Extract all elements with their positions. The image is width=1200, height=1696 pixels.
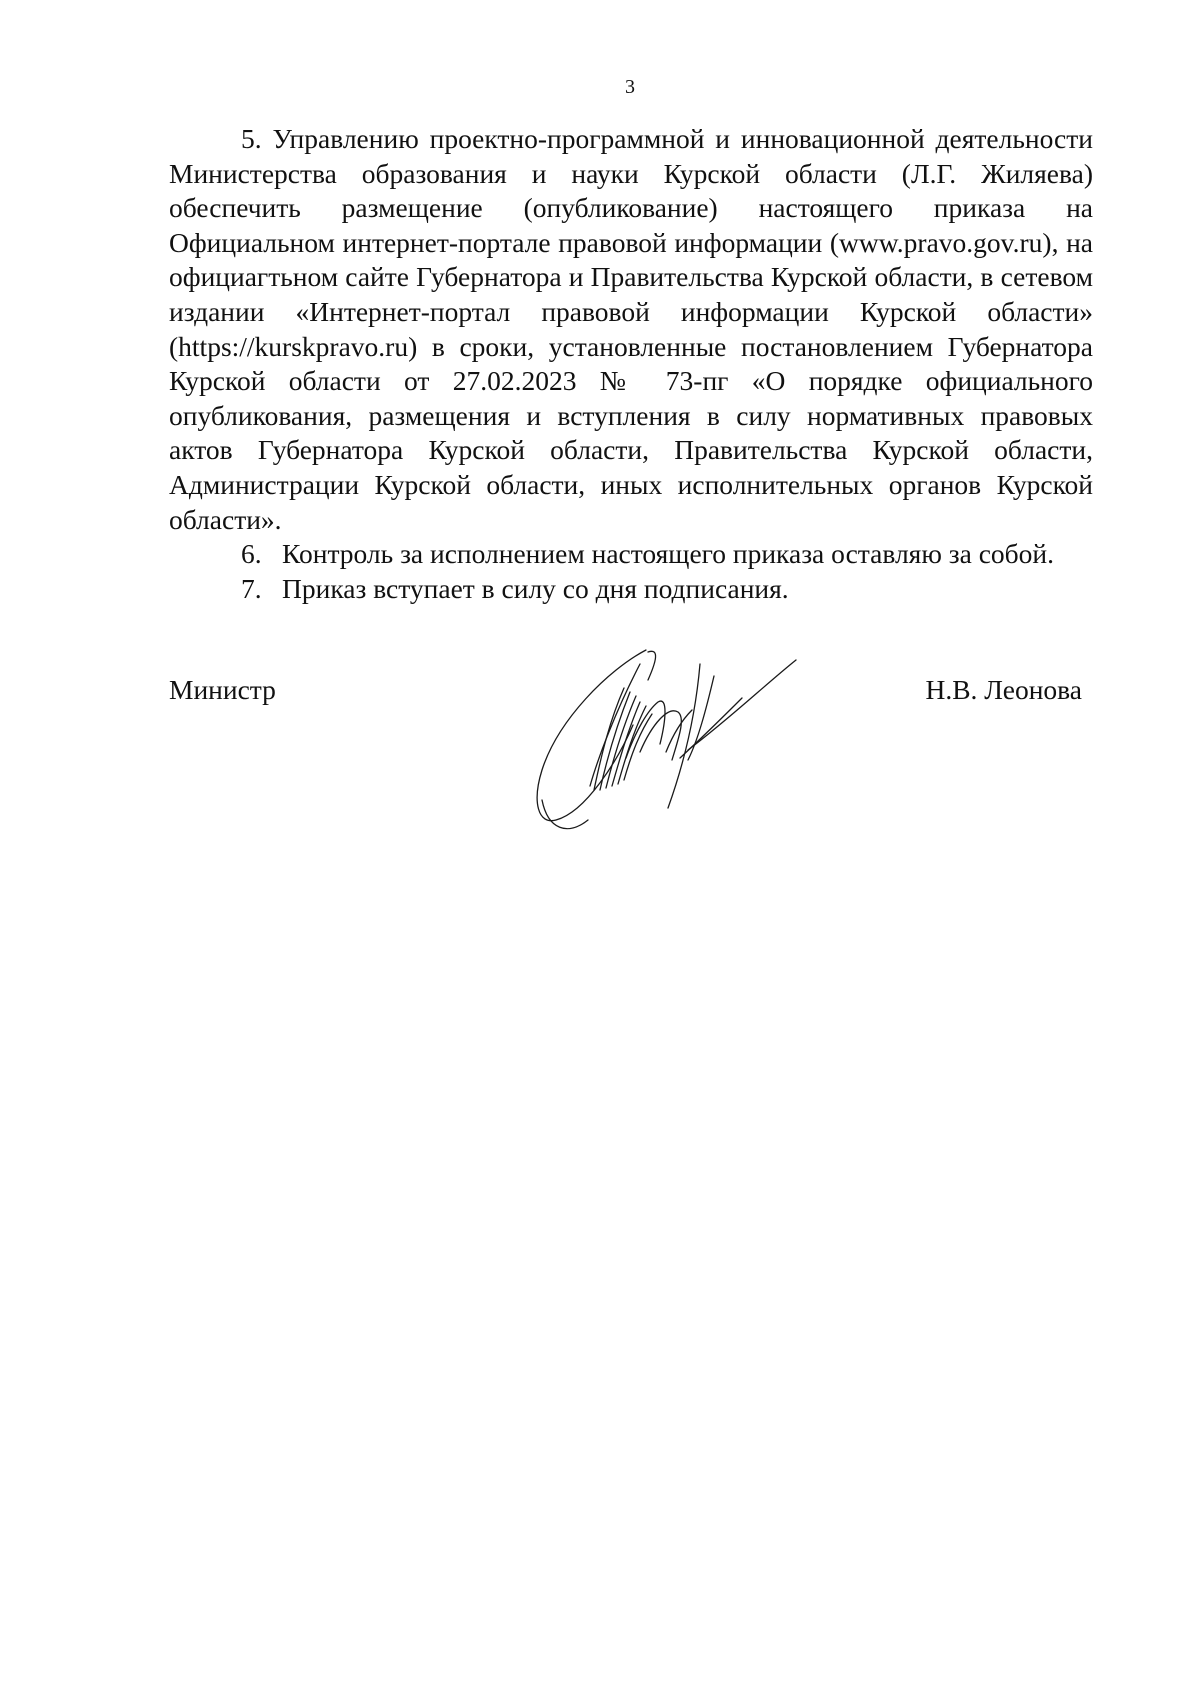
handwritten-signature-icon xyxy=(528,640,848,840)
item-text: Контроль за исполнением настоящего приказа оставляю за собой. xyxy=(282,538,1054,570)
signer-name: Н.В. Леонова xyxy=(925,674,1082,705)
list-item xyxy=(169,572,1093,607)
signer-position: Министр xyxy=(169,674,276,705)
document-body xyxy=(169,122,1093,606)
item-number: 7. xyxy=(241,572,262,604)
item-number: 6. xyxy=(241,538,262,570)
paragraph-5: 5. Управлению проектно-программной и инновационной деятельности Министерства образования и науки Курской области (Л.Г. Жиляева) обеспечить размещение (опубликование) настоящего приказа на Официальном интернет-портале правовой информации (www.pravo.gov.ru), на официагтьном сайте Губернатора и Правительства Курской области, в сетевом издании «Интернет-портал правовой информации Курской области» (https://kurskpravo.ru) в сроки, установленные постановлением Губернатора Курской области от 27.02.2023 № 73-пг «О порядке официального опубликования, размещения и вступления в силу нормативных правовых актов Губернатора Курской области, Правительства Курской области, Администрации Курской области, иных исполнительных органов Курской области». xyxy=(169,123,1093,535)
page-number: 3 xyxy=(625,76,635,98)
item-text: Приказ вступает в силу со дня подписания. xyxy=(282,572,789,604)
list-item xyxy=(169,537,1093,572)
